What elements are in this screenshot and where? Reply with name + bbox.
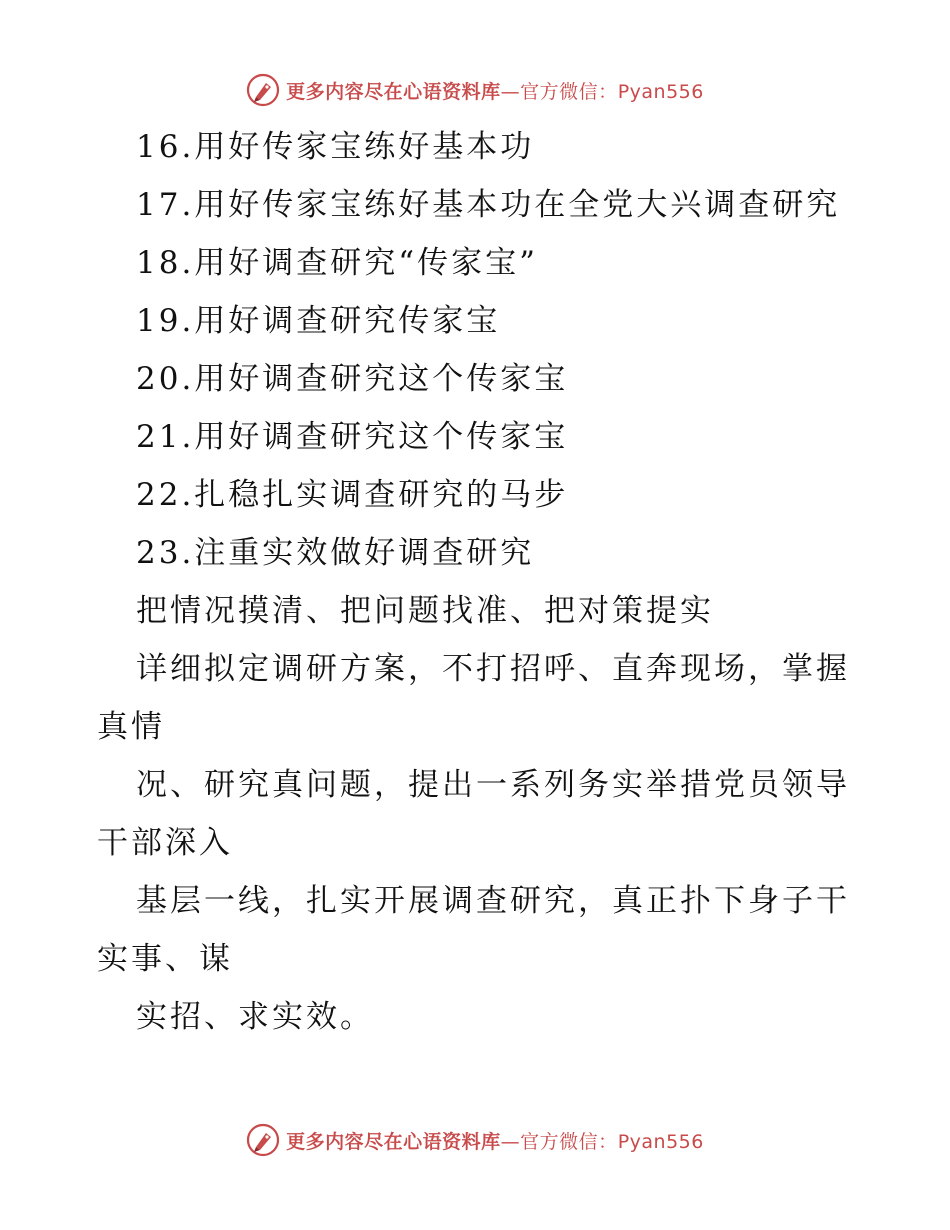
header-dash: — xyxy=(500,80,521,103)
pen-nib-logo-icon xyxy=(246,73,280,107)
footer-dash: — xyxy=(500,1130,521,1153)
pen-nib-logo-icon xyxy=(246,1123,280,1157)
footer-wechat-id: Pyan556 xyxy=(617,1130,704,1153)
text-line: 22.扎稳扎实调查研究的马步 xyxy=(136,477,569,513)
text-line: 真情 xyxy=(97,709,165,745)
text-line: 干部深入 xyxy=(97,825,233,861)
header-wechat-id: Pyan556 xyxy=(617,80,704,103)
header-wechat-label: 官方微信： xyxy=(520,80,618,103)
header-brand: 更多内容尽在心语资料库 xyxy=(286,80,501,103)
document-body xyxy=(0,118,950,1046)
text-line: 20.用好调查研究这个传家宝 xyxy=(136,361,569,397)
footer-banner xyxy=(0,1120,950,1160)
text-line: 18.用好调查研究“传家宝” xyxy=(136,245,538,281)
text-line: 23.注重实效做好调查研究 xyxy=(136,535,535,571)
text-line: 把情况摸清、把问题找准、把对策提实 xyxy=(136,593,714,629)
header-banner xyxy=(0,70,950,110)
text-line: 详细拟定调研方案，不打招呼、直奔现场，掌握 xyxy=(136,651,850,687)
footer-brand: 更多内容尽在心语资料库 xyxy=(286,1130,501,1153)
footer-wechat-label: 官方微信： xyxy=(520,1130,618,1153)
text-line: 16.用好传家宝练好基本功 xyxy=(136,129,535,165)
text-line: 实事、谋 xyxy=(97,941,233,977)
text-line: 况、研究真问题，提出一系列务实举措党员领导 xyxy=(136,767,850,803)
text-line: 基层一线，扎实开展调查研究，真正扑下身子干 xyxy=(136,883,850,919)
text-line: 实招、求实效。 xyxy=(136,999,374,1035)
text-line: 19.用好调查研究传家宝 xyxy=(136,303,501,339)
text-line: 21.用好调查研究这个传家宝 xyxy=(136,419,569,455)
text-line: 17.用好传家宝练好基本功在全党大兴调查研究 xyxy=(136,187,841,223)
